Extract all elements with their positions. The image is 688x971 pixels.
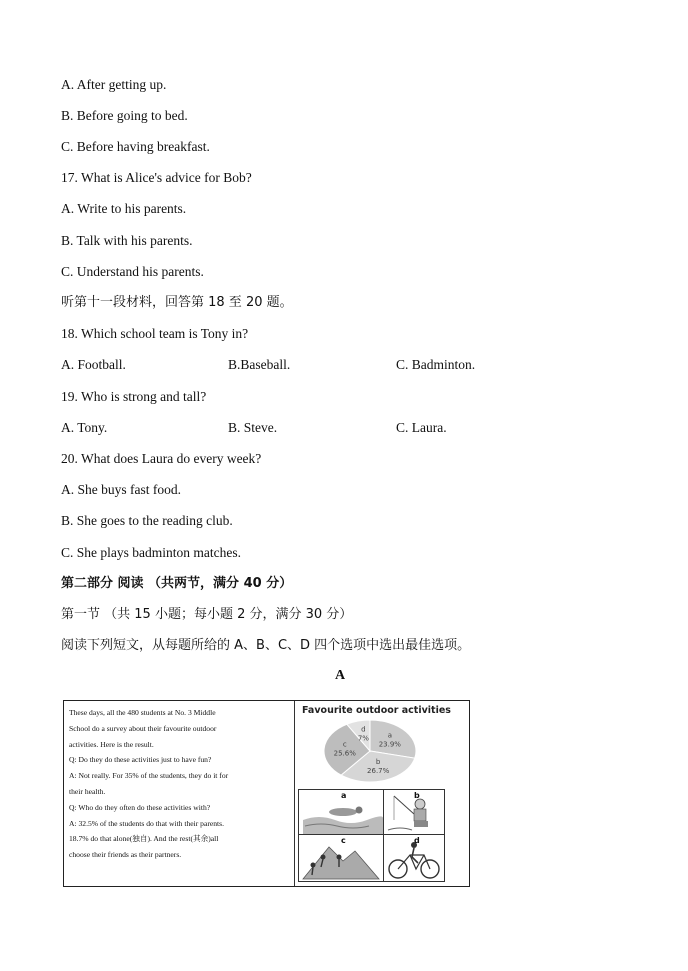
q16-option-c: C. Before having breakfast. (61, 139, 210, 154)
q17-option-c: C. Understand his parents. (61, 264, 204, 279)
activity-pictures (298, 789, 445, 881)
passage-line: their health. (69, 786, 106, 796)
q18-option-c: C. Badminton. (396, 357, 476, 372)
q19-option-b: B. Steve. (228, 420, 278, 435)
passage-line: A: Not really. For 35% of the students, they do it for (69, 771, 229, 781)
passage-line: A: 32.5% of the students do that with their parents. (69, 818, 225, 828)
q20-option-b: B. She goes to the reading club. (61, 513, 233, 528)
reading-instruction: 阅读下列短文，从每题所给的 A、B、C、D 四个选项中选出最佳选项。 (61, 638, 471, 653)
section1-title: 第一节 （共 15 小题；每小题 2 分，满分 30 分） (61, 607, 353, 622)
passage-line: Q: Do they do these activities just to have fun? (69, 755, 212, 765)
passage-line: School do a survey about their favourite outdoor (69, 723, 217, 733)
q18-question: 18. Which school team is Tony in? (61, 326, 249, 341)
picture-a-swimming (298, 789, 384, 835)
q19-option-c: C. Laura. (396, 420, 447, 435)
passage-line: 18.7% do that alone(独自). And the rest(其余)all (69, 834, 219, 844)
pie-chart (320, 717, 420, 785)
q20-option-a: A. She buys fast food. (61, 482, 181, 497)
q18-option-a: A. Football. (61, 357, 126, 372)
q19-option-a: A. Tony. (61, 420, 108, 435)
picture-label-a: a (341, 791, 347, 800)
q16-option-b: B. Before going to bed. (61, 108, 188, 123)
q20-option-c: C. She plays badminton matches. (61, 545, 241, 560)
pie-slice-value-d: 7% (357, 734, 369, 743)
q16-option-a: A. After getting up. (61, 77, 167, 92)
picture-c-climbing (298, 834, 384, 882)
pie-slice-label-a: a (387, 731, 393, 740)
part2-title: 第二部分 阅读 （共两节，满分 40 分） (61, 576, 293, 591)
passage-line: These days, all the 480 students at No. 3 Middle (69, 708, 216, 717)
pie-slice-value-c: 25.6% (333, 749, 356, 758)
pie-slice-label-c: c (342, 740, 347, 749)
picture-label-b: b (414, 791, 420, 800)
pie-slice-value-a: 23.9% (378, 740, 401, 749)
q19-question: 19. Who is strong and tall? (61, 389, 207, 404)
passage-text (69, 705, 290, 863)
passage-line: choose their friends as their partners. (69, 850, 182, 860)
q18-option-b: B.Baseball. (228, 357, 291, 372)
pie-slice-label-d: d (361, 725, 366, 734)
picture-label-c: c (341, 836, 346, 845)
passage-letter: A (334, 668, 346, 683)
box-divider (294, 701, 295, 886)
passage-line: Q: Who do they often do these activities with? (69, 802, 211, 812)
pie-slice-label-b: b (375, 758, 381, 767)
passage-box (63, 700, 470, 887)
passage-line: activities. Here is the result. (69, 739, 154, 749)
q20-question: 20. What does Laura do every week? (61, 451, 262, 466)
picture-d-cycling (383, 834, 445, 882)
pie-slice-value-b: 26.7% (367, 767, 390, 776)
section-instruction: 听第十一段材料，回答第 18 至 20 题。 (61, 295, 293, 310)
q17-option-b: B. Talk with his parents. (61, 233, 193, 248)
figure-title: Favourite outdoor activities (302, 705, 451, 716)
q17-option-a: A. Write to his parents. (61, 201, 187, 216)
picture-label-d: d (414, 836, 420, 845)
picture-b-fishing (383, 789, 445, 835)
q17-question: 17. What is Alice's advice for Bob? (61, 170, 252, 185)
